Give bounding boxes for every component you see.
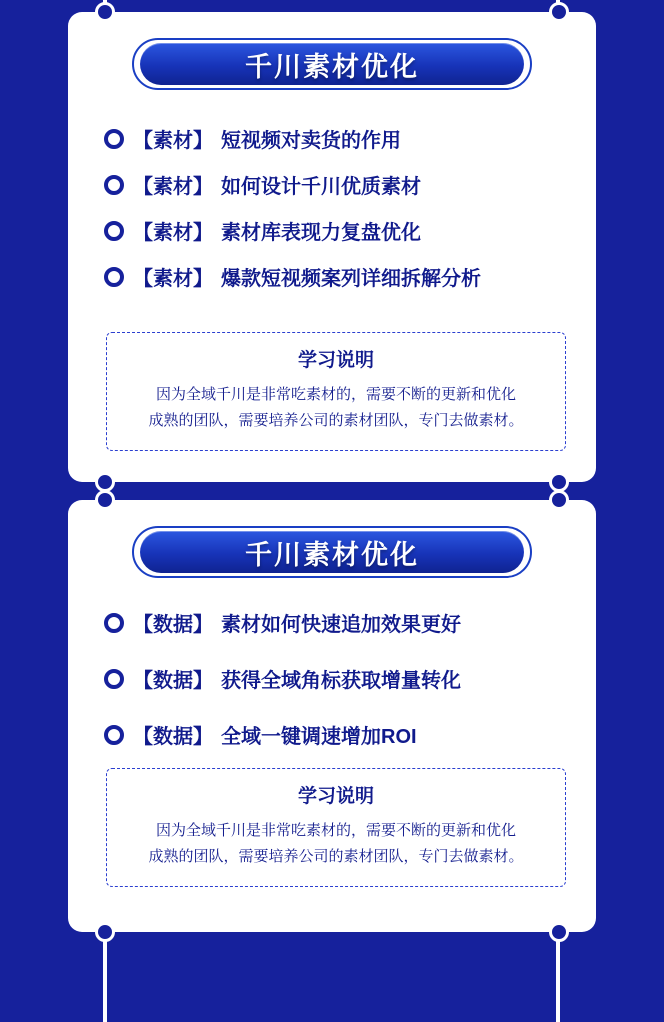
note-title: 学习说明 [297, 786, 374, 807]
note-line-1: 因为全域千川是非常吃素材的，需要不断的更新和优化 [155, 822, 516, 839]
card-notch-top-left [95, 2, 115, 22]
list-item-text: 爆款短视频案列详细拆解分析 [221, 268, 481, 290]
list-item-tag: 【素材】 [133, 130, 213, 152]
list-item [104, 124, 568, 153]
card-1-title: 千川素材优化 [245, 51, 419, 82]
card-notch-bottom-left [95, 472, 115, 492]
list-item-text: 短视频对卖货的作用 [221, 130, 401, 152]
list-item [104, 720, 568, 749]
list-item [104, 664, 568, 693]
card-notch-bottom-right [549, 922, 569, 942]
note-line-2: 成熟的团队，需要培养公司的素材团队，专门去做素材。 [148, 412, 524, 429]
bullet-ring-icon [104, 613, 124, 633]
title-pill [140, 531, 524, 573]
note-line-2: 成熟的团队，需要培养公司的素材团队，专门去做素材。 [148, 848, 524, 865]
card-notch-bottom-right [549, 472, 569, 492]
note-line-1: 因为全域千川是非常吃素材的，需要不断的更新和优化 [155, 386, 516, 403]
list-item-tag: 【素材】 [133, 268, 213, 290]
list-item-text: 素材库表现力复盘优化 [221, 222, 421, 244]
card-2-list [104, 608, 568, 776]
note-title: 学习说明 [297, 350, 374, 371]
bullet-ring-icon [104, 221, 124, 241]
list-item-text: 素材如何快速追加效果更好 [221, 614, 461, 636]
bullet-ring-icon [104, 725, 124, 745]
list-item-tag: 【素材】 [133, 176, 213, 198]
content-card-2 [68, 500, 596, 932]
list-item-tag: 【数据】 [133, 614, 213, 636]
card-1-list [104, 124, 568, 308]
list-item [104, 262, 568, 291]
card-2-title-banner [132, 526, 532, 578]
card-notch-top-right [549, 490, 569, 510]
card-notch-top-left [95, 490, 115, 510]
list-item [104, 608, 568, 637]
list-item-tag: 【素材】 [133, 222, 213, 244]
list-item-text: 全域一键调速增加ROI [221, 726, 417, 748]
bullet-ring-icon [104, 669, 124, 689]
card-notch-bottom-left [95, 922, 115, 942]
card-2-title: 千川素材优化 [245, 539, 419, 570]
card-notch-top-right [549, 2, 569, 22]
bullet-ring-icon [104, 267, 124, 287]
list-item-tag: 【数据】 [133, 670, 213, 692]
list-item-tag: 【数据】 [133, 726, 213, 748]
bullet-ring-icon [104, 129, 124, 149]
card-1-note [106, 332, 566, 451]
bullet-ring-icon [104, 175, 124, 195]
list-item-text: 获得全域角标获取增量转化 [221, 670, 461, 692]
list-item-text: 如何设计千川优质素材 [221, 176, 421, 198]
list-item [104, 216, 568, 245]
content-card-1 [68, 12, 596, 482]
card-1-title-banner [132, 38, 532, 90]
title-pill [140, 43, 524, 85]
card-2-note [106, 768, 566, 887]
list-item [104, 170, 568, 199]
